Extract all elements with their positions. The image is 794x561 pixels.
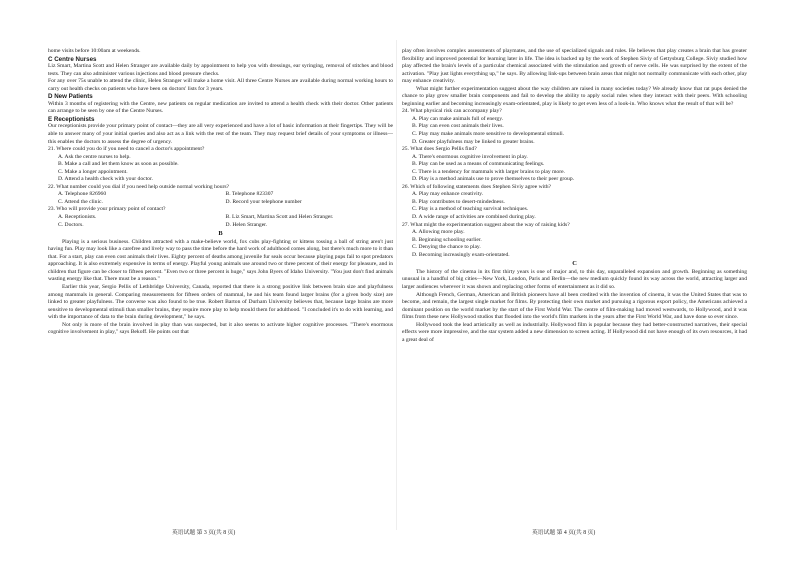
passage-b-paragraph-1: Playing is a serious business. Children attracted with a make-believe world, fox cubs play-fighting or kittens tossing a ball of string aren't just having fun. Play may look like a carefree and lively way to pass the time before the hard work of adulthood comes along, but there's much more to it than that. For a start, play can even cost animals their lives. Eighty percent of deaths among juvenile fur seals occur because playing pups fail to spot predators approaching. It is also extremely expensive in terms of energy. Playful young animals use around two or three percent of their energy for pleasure, and in children that figure can be closer to fifteen percent. "Even two or three percent is huge," says John Byers of Idaho University. "You just don't find animals wasting energy like that. There must be a reason." <box>48 238 393 283</box>
question-26-option-c[interactable]: C. Play is a method of teaching survival techniques. <box>412 206 529 213</box>
question-21-option-c[interactable]: C. Make a longer appointment. <box>58 168 128 175</box>
question-26-option-a[interactable]: A. Play may enhance creativity. <box>412 191 484 198</box>
question-26-option-d[interactable]: D. A wide range of activities are combined during play. <box>412 214 536 221</box>
question-23-option-c[interactable]: C. Doctors. <box>58 221 84 228</box>
question-24-option-c[interactable]: C. Play may make animals more sensitive to developmental stimuli. <box>412 131 565 138</box>
new-patients-paragraph: Within 3 months of registering with the Centre, new patients on regular medication are invited to attend a health check with their doctor. Other patients can arrange to be seen by one of the Centre Nurses. <box>48 100 393 115</box>
question-22 <box>48 184 393 207</box>
question-23-option-a[interactable]: A. Receptionists. <box>58 214 97 221</box>
question-24-option-d[interactable]: D. Greater playfulness may be linked to greater brains. <box>412 138 535 145</box>
home-visit-line: home visits before 10:00am at weekends. <box>48 48 141 54</box>
receptionists-paragraph: Our receptionists provide your primary point of contact—they are all very experienced and have a lot of basic information at their fingertips. They will be able to answer many of your initial queries and also act as a link with the rest of the team. They may request brief details of your symptoms or illness—this enables the doctors to assess the degree of urgency. <box>48 123 393 145</box>
question-26-stem: 26. Which of following statements does Stephen Siviy agree with? <box>402 183 552 190</box>
question-22-stem: 22. What number could you dial if you need help outside normal working hours? <box>48 183 230 190</box>
question-23-option-b[interactable]: B. Liz Smart, Martina Scott and Helen Stranger. <box>225 214 334 221</box>
question-22-options-row-1 <box>58 191 393 199</box>
passage-b-paragraph-2: Earlier this year, Sergio Pellis of Lethbridge University, Canada, reported that there is a strong positive link between brain size and playfulness among mammals in general. Comparing measurements for fifteen orders of mammal, he and his team found larger brains (for a given body size) are linked to greater playfulness. The converse was also found to be true. Robert Barton of Durham University believes that, because large brains are more sensitive to developmental stimuli than smaller brains, they require more play to help mould them for adulthood. "I concluded it's to do with learning, and with the importance of data to the brain during development," he says. <box>48 283 393 321</box>
question-27-stem: 27. What might the experimentation suggest about the way of raising kids? <box>402 221 570 228</box>
passage-b-paragraph-3: Not only is more of the brain involved in play than was suspected, but it also seems to activate higher cognitive processes. "There's enormous cognitive involvement in play," says Bekoff. He points out that <box>48 321 393 336</box>
passage-c <box>402 269 747 344</box>
question-25-option-a[interactable]: A. There's enormous cognitive involvement in play. <box>412 153 528 160</box>
question-22-option-d[interactable]: D. Record your telephone number <box>225 198 302 205</box>
left-top-content <box>48 48 393 146</box>
receptionists-heading: E Receptionists <box>48 115 95 123</box>
question-21 <box>48 146 393 184</box>
left-page-column <box>48 48 393 337</box>
question-21-stem: 21. Where could you do if you need to cancel a doctor's appointment? <box>48 146 205 153</box>
question-23-option-d[interactable]: D. Helen Stranger. <box>225 221 268 228</box>
question-24 <box>402 108 747 146</box>
passage-b-final-paragraph: What might further experimentation suggest about the way children are raised in many societies today? We already know that rat pups denied the chance to play grow smaller brain components and fail to develop the ability to apply social rules when they interact with their peers. With schooling beginning earlier and becoming increasingly exam-orientated, play is likely to get even less of a look-in. Who knows what the result of that will be? <box>402 85 747 107</box>
question-21-option-b[interactable]: B. Make a call and let them know as soon as possible. <box>58 161 179 168</box>
question-27-option-a[interactable]: A. Allowing more play. <box>412 229 465 236</box>
right-page-column <box>402 48 747 344</box>
question-26-option-b[interactable]: B. Play contributes to desert-mindedness. <box>412 198 505 205</box>
question-25-stem: 25. What does Sergio Pellis find? <box>402 146 477 153</box>
section-c-heading: C <box>572 260 577 268</box>
passage-c-paragraph-3: Hollywood took the lead artistically as well as industrially. Hollywood film is popular because they had better-constructed narratives, their special effects were more impressive, and the star system added a new dimension to screen acting. If Hollywood did not have enough of its own resources, it had a great deal of <box>402 321 747 343</box>
passage-b <box>48 239 393 337</box>
passage-c-paragraph-1: The history of the cinema in its first thirty years is one of major and, to this day, unparalleled expansion and growth. Beginning as something unusual in a handful of big cities—New York, London, Paris and Berlin—the new medium quickly found its way across the world, attracting larger and larger audiences wherever it was shown and replacing other forms of entertainment as it did so. <box>402 268 747 290</box>
question-21-option-a[interactable]: A. Ask the centre nurses to help. <box>58 153 131 160</box>
question-23-options-row-2 <box>58 222 393 230</box>
question-27-option-c[interactable]: C. Denying the chance to play. <box>412 244 481 251</box>
question-23-stem: 23. Who will provide your primary point of contact? <box>48 206 166 213</box>
question-22-option-c[interactable]: C. Attend the clinic. <box>58 198 103 205</box>
question-26 <box>402 184 747 222</box>
passage-b-continued-paragraph: play often involves complex assessments of playmates, and the use of specialized signals and rules. He believes that play creates a brain that has greater flexibility and improved potential for learning later in life. The idea is backed up by the work of Stephen Siviy of Gettysburg College. Siviy studied how play affected the brain's levels of a particular chemical associated with the stimulation and growth of nerve cells. He was surprised by the extent of the activation. "Play just lights everything up," he says. By allowing link-ups between brain areas that might not normally communicate with each other, play may enhance creativity. <box>402 48 747 85</box>
section-b-heading: B <box>218 230 223 238</box>
question-21-option-d[interactable]: D. Attend a health check with your doctor. <box>58 176 153 183</box>
question-24-stem: 24. What physical risk can accompany play? <box>402 108 502 115</box>
question-25-option-d[interactable]: D. Play is a method animals use to prove themselves to their peer group. <box>412 176 575 183</box>
question-27-option-d[interactable]: D. Becoming increasingly exam-orientated. <box>412 251 510 258</box>
passage-c-paragraph-2: Although French, German, American and British pioneers have all been credited with the invention of cinema, it was the United States that was to become, and remain, the largest single market for films. By protecting their own market and pursuing a rigorous export policy, the Americans achieved a dominant position on the world market by the start of the First World War. The centre of film-making had moved westwards, to Hollywood, and it was films from these new Hollywood studios that flooded into the world's film markets in the years after the First World War, and have done so ever since. <box>402 291 747 321</box>
centre-nurses-paragraph-1: Liz Smart, Martina Scott and Helen Stranger are available daily by appointment to help you with dressings, ear syringing, removal of stitches and blood tests. They can also administer various injections and blood pressure checks. <box>48 63 393 77</box>
question-22-option-b[interactable]: B. Telephone 823307 <box>225 191 274 198</box>
question-27 <box>402 222 747 260</box>
centre-nurses-paragraph-2: For any over 75s unable to attend the clinic, Helen Stranger will make a home visit. All three Centre Nurses are available during normal working hours to carry out health checks on patients who have been on doctors' lists for 3 years. <box>48 78 393 92</box>
page-fold-divider <box>396 40 397 530</box>
left-page-footer: 英语试题 第 3 页(共 8 页) <box>172 530 236 536</box>
question-23-options-row-1 <box>58 214 393 222</box>
question-22-option-a[interactable]: A. Telephone 826960 <box>58 191 107 198</box>
question-25-option-b[interactable]: B. Play can be used as a means of communicating feelings. <box>412 161 545 168</box>
question-25-option-c[interactable]: C. There is a tendency for mammals with larger brains to play more. <box>412 168 565 175</box>
question-25 <box>402 146 747 184</box>
question-24-option-a[interactable]: A. Play can make animals full of energy. <box>412 115 504 122</box>
new-patients-heading: D New Patients <box>48 93 93 101</box>
question-27-option-b[interactable]: B. Beginning schooling earlier. <box>412 236 482 243</box>
question-24-option-b[interactable]: B. Play can even cost animals their lives. <box>412 123 504 130</box>
centre-nurses-heading: C Centre Nurses <box>48 55 97 63</box>
question-23 <box>48 206 393 229</box>
right-page-footer: 英语试题 第 4 页(共 8 页) <box>532 530 596 536</box>
